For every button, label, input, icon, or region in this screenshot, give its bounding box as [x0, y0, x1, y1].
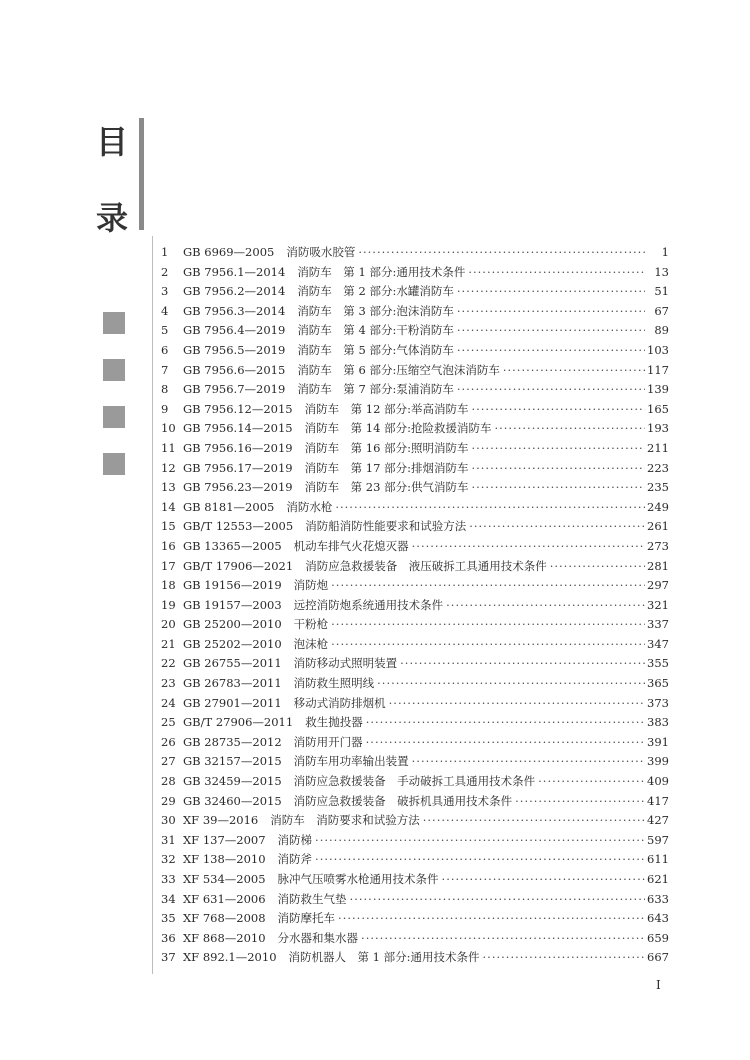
- toc-entry-number: 22: [161, 656, 176, 671]
- toc-entry[interactable]: [161, 636, 669, 656]
- page-number: I: [656, 978, 661, 992]
- toc-entry-number: 5: [161, 323, 169, 338]
- toc-entry[interactable]: [161, 420, 669, 440]
- toc-entry[interactable]: [161, 460, 669, 480]
- toc-entry-leader-dots: [347, 892, 645, 906]
- toc-entry-page: 273: [647, 538, 669, 553]
- toc-entry[interactable]: [161, 303, 669, 323]
- toc-entry-leader-dots: [358, 931, 645, 945]
- toc-entry-title: 消防车 第 23 部分:供气消防车: [304, 480, 469, 495]
- toc-entry-page: 117: [647, 362, 669, 377]
- toc-entry-standard-code: GB 32157—2015: [183, 754, 282, 769]
- toc-entry-title: 消防车 第 3 部分:泡沫消防车: [297, 303, 454, 318]
- decor-square: [103, 406, 125, 428]
- toc-entry-page: 347: [647, 636, 669, 651]
- toc-entry-leader-dots: [409, 754, 645, 768]
- toc-entry-number: 17: [161, 558, 176, 573]
- toc-entry-standard-code: GB 7956.7—2019: [183, 382, 286, 397]
- toc-entry[interactable]: [161, 440, 669, 460]
- toc-entry-leader-dots: [491, 421, 645, 435]
- toc-entry-number: 29: [161, 793, 176, 808]
- toc-entry-page: 365: [647, 676, 669, 691]
- toc-entry-leader-dots: [535, 774, 645, 788]
- toc-entry-page: 193: [647, 421, 669, 436]
- toc-entry[interactable]: [161, 401, 669, 421]
- toc-entry-page: 399: [647, 754, 669, 769]
- toc-entry-page: 409: [647, 774, 669, 789]
- toc-entry-title: 消防车 第 14 部分:抢险救援消防车: [304, 421, 492, 436]
- toc-entry-leader-dots: [454, 343, 645, 357]
- toc-entry-leader-dots: [332, 500, 645, 514]
- toc-entry-leader-dots: [386, 696, 645, 710]
- toc-entry-number: 28: [161, 774, 176, 789]
- toc-entry-title: 消防救生照明线: [293, 676, 375, 691]
- toc-entry-standard-code: GB 32460—2015: [183, 793, 282, 808]
- toc-entry-leader-dots: [420, 813, 645, 827]
- toc-entry-number: 14: [161, 499, 176, 514]
- toc-entry-title: 消防车 第 12 部分:举高消防车: [304, 401, 469, 416]
- toc-entry[interactable]: [161, 773, 669, 793]
- toc-entry-title: 机动车排气火花熄灭器: [293, 538, 409, 553]
- heading-divider-bar: [139, 118, 144, 230]
- toc-entry-title: 救生抛投器: [305, 715, 363, 730]
- toc-entry[interactable]: [161, 577, 669, 597]
- toc-entry-page: 249: [647, 499, 669, 514]
- toc-entry-standard-code: GB 25202—2010: [183, 636, 282, 651]
- toc-entry-page: 417: [647, 793, 669, 808]
- toc-entry-number: 19: [161, 597, 176, 612]
- toc-entry[interactable]: [161, 871, 669, 891]
- toc-entry-leader-dots: [374, 676, 645, 690]
- toc-entry-page: 261: [647, 519, 669, 534]
- toc-entry-title: 消防水枪: [286, 499, 333, 514]
- toc-entry-number: 21: [161, 636, 176, 651]
- toc-entry-page: 281: [647, 558, 669, 573]
- toc-entry[interactable]: [161, 479, 669, 499]
- toc-entry-standard-code: GB 25200—2010: [183, 617, 282, 632]
- toc-entry-standard-code: XF 137—2007: [183, 832, 266, 847]
- toc-entry-title: 消防应急救援装备 破拆机具通用技术条件: [293, 793, 513, 808]
- toc-entry[interactable]: [161, 558, 669, 578]
- toc-entry-standard-code: GB 26783—2011: [183, 676, 282, 691]
- toc-entry-page: 103: [647, 342, 669, 357]
- toc-entry-number: 26: [161, 734, 176, 749]
- toc-entry-number: 6: [161, 342, 169, 357]
- toc-entry-number: 16: [161, 538, 176, 553]
- toc-entry-leader-dots: [335, 911, 645, 925]
- toc-entry-standard-code: GB 19157—2003: [183, 597, 282, 612]
- toc-entry[interactable]: [161, 362, 669, 382]
- toc-entry-page: 165: [647, 401, 669, 416]
- toc-entry-leader-dots: [466, 519, 645, 533]
- toc-entry[interactable]: [161, 812, 669, 832]
- toc-entry-title: 消防炮: [293, 578, 329, 593]
- toc-entry-page: 621: [647, 872, 669, 886]
- toc-entry-standard-code: XF 768—2008: [183, 911, 266, 926]
- toc-entry[interactable]: [161, 891, 669, 911]
- toc-entry-number: 3: [161, 284, 169, 299]
- toc-entry-standard-code: GB 7956.3—2014: [183, 303, 286, 318]
- toc-entry[interactable]: [161, 753, 669, 773]
- toc-entry[interactable]: [161, 832, 669, 852]
- toc-entry-title: 消防车 第 5 部分:气体消防车: [297, 342, 454, 357]
- toc-entry-leader-dots: [465, 265, 645, 279]
- toc-entry-page: 211: [647, 440, 669, 455]
- toc-entry-standard-code: XF 631—2006: [183, 891, 266, 906]
- toc-entry-page: 427: [647, 813, 669, 828]
- toc-entry-number: 30: [161, 813, 176, 828]
- toc-entry-title: 消防应急救援装备 手动破拆工具通用技术条件: [293, 774, 536, 789]
- toc-entry-leader-dots: [363, 715, 645, 729]
- toc-entry-number: 9: [161, 401, 169, 416]
- toc-entry-standard-code: GB 7956.2—2014: [183, 284, 286, 299]
- toc-entry-leader-dots: [409, 539, 645, 553]
- toc-entry-number: 11: [161, 440, 176, 455]
- toc-entry-title: 消防车 第 16 部分:照明消防车: [304, 440, 469, 455]
- toc-entry-page: 611: [647, 852, 669, 867]
- toc-entry-page: 633: [647, 891, 669, 906]
- toc-entry-standard-code: GB 7956.16—2019: [183, 440, 293, 455]
- toc-entry-page: 337: [647, 617, 669, 632]
- toc-entry-number: 31: [161, 832, 176, 847]
- toc-entry-number: 35: [161, 911, 176, 926]
- toc-entry-leader-dots: [500, 363, 645, 377]
- toc-entry-leader-dots: [454, 323, 645, 337]
- toc-entry-page: 139: [647, 382, 669, 397]
- toc-entry-number: 15: [161, 519, 176, 534]
- toc-entry[interactable]: [161, 518, 669, 538]
- toc-entry-page: 391: [647, 734, 669, 749]
- toc-entry[interactable]: [161, 949, 669, 969]
- toc-entry-page: 67: [654, 303, 669, 318]
- toc-entry-title: 远控消防炮系统通用技术条件: [293, 597, 444, 612]
- toc-entry-standard-code: GB 7956.23—2019: [183, 480, 293, 495]
- toc-entry-title: 消防用开门器: [293, 734, 363, 749]
- toc-entry-standard-code: XF 39—2016: [183, 813, 259, 828]
- toc-entry-standard-code: GB 28735—2012: [183, 734, 282, 749]
- toc-entry[interactable]: [161, 499, 669, 519]
- toc-entry[interactable]: [161, 322, 669, 342]
- toc-entry-number: 36: [161, 930, 176, 945]
- toc-entry-standard-code: GB/T 12553—2005: [183, 519, 294, 534]
- toc-entry-title: 消防车 消防要求和试验方法: [270, 813, 420, 828]
- toc-entry-page: 659: [647, 930, 669, 945]
- toc-entry-leader-dots: [312, 833, 645, 847]
- toc-entry-standard-code: XF 892.1—2010: [183, 950, 277, 965]
- toc-entry-title: 消防救生气垫: [277, 891, 347, 906]
- toc-entry-title: 干粉枪: [293, 617, 329, 632]
- toc-entry[interactable]: [161, 616, 669, 636]
- toc-entry-title: 消防车 第 4 部分:干粉消防车: [297, 323, 454, 338]
- toc-entry-number: 10: [161, 421, 176, 436]
- toc-entry-title: 消防船消防性能要求和试验方法: [305, 519, 467, 534]
- toc-entry-standard-code: XF 138—2010: [183, 852, 266, 867]
- toc-entry-title: 移动式消防排烟机: [293, 695, 386, 710]
- decor-square: [103, 312, 125, 334]
- toc-entry-page: 235: [647, 480, 669, 495]
- toc-entry-title: 脉冲气压喷雾水枪通用技术条件: [277, 872, 439, 886]
- toc-entry-number: 37: [161, 950, 176, 965]
- toc-entry-title: 消防吸水胶管: [286, 245, 356, 259]
- toc-entry-number: 32: [161, 852, 176, 867]
- toc-entry-standard-code: GB/T 27906—2011: [183, 715, 294, 730]
- toc-entry-page: 51: [654, 284, 669, 299]
- toc-entry-title: 消防车 第 1 部分:通用技术条件: [297, 264, 466, 279]
- toc-entry-title: 消防摩托车: [277, 911, 336, 926]
- toc-entry-leader-dots: [480, 950, 645, 964]
- toc-entry-standard-code: GB 7956.1—2014: [183, 264, 286, 279]
- toc-entry-page: 643: [647, 911, 669, 926]
- toc-entry-title: 消防移动式照明装置: [293, 656, 398, 671]
- toc-entry-standard-code: GB 6969—2005: [183, 245, 275, 259]
- toc-entry-leader-dots: [439, 872, 645, 886]
- toc-entry-leader-dots: [328, 617, 645, 631]
- toc-entry-page: 89: [654, 323, 669, 338]
- toc-entry-standard-code: GB 26755—2011: [183, 656, 282, 671]
- toc-entry-leader-dots: [454, 284, 645, 298]
- heading-char-mu: 目: [96, 123, 129, 161]
- toc-entry-title: 消防斧: [277, 852, 313, 867]
- toc-entry-page: 667: [647, 950, 669, 965]
- toc-entry-number: 8: [161, 382, 169, 397]
- toc-entry-page: 1: [661, 245, 669, 259]
- toc-entry[interactable]: [161, 381, 669, 401]
- toc-entry-leader-dots: [363, 735, 645, 749]
- toc-entry-title: 消防车 第 2 部分:水罐消防车: [297, 284, 454, 299]
- toc-left-rule: [152, 236, 153, 974]
- toc-entry-title: 消防车 第 17 部分:排烟消防车: [304, 460, 469, 475]
- toc-entry-page: 13: [654, 264, 669, 279]
- toc-entry-standard-code: GB 7956.6—2015: [183, 362, 286, 377]
- toc-entry[interactable]: [161, 264, 669, 284]
- toc-entry[interactable]: [161, 655, 669, 675]
- toc-entry-leader-dots: [468, 402, 645, 416]
- toc-entry[interactable]: [161, 597, 669, 617]
- toc-entry-number: 2: [161, 264, 169, 279]
- toc-entry-number: 20: [161, 617, 176, 632]
- toc-entry[interactable]: [161, 675, 669, 695]
- toc-entry-title: 消防车用功率输出装置: [293, 754, 409, 769]
- toc-entry-title: 泡沫枪: [293, 636, 329, 651]
- toc-entry-number: 27: [161, 754, 176, 769]
- toc-entry-standard-code: GB 13365—2005: [183, 538, 282, 553]
- toc-entry-title: 消防应急救援装备 液压破拆工具通用技术条件: [305, 558, 547, 573]
- toc-entry[interactable]: [161, 910, 669, 930]
- toc-entry-leader-dots: [454, 304, 645, 318]
- toc-entry-number: 1: [161, 245, 169, 259]
- toc-entry-number: 13: [161, 480, 176, 495]
- decor-square: [103, 359, 125, 381]
- toc-entry[interactable]: [161, 851, 669, 871]
- toc-entry-title: 消防机器人 第 1 部分:通用技术条件: [288, 950, 480, 965]
- toc-entry-standard-code: GB 7956.4—2019: [183, 323, 286, 338]
- toc-entry-number: 23: [161, 676, 176, 691]
- toc-entry-number: 7: [161, 362, 169, 377]
- toc-entry-page: 355: [647, 656, 669, 671]
- toc-entry[interactable]: [161, 793, 669, 813]
- toc-entry-standard-code: GB 7956.17—2019: [183, 460, 293, 475]
- toc-entry-number: 4: [161, 303, 169, 318]
- heading-char-lu: 录: [96, 199, 129, 237]
- toc-entry-page: 383: [647, 715, 669, 730]
- toc-entry-number: 33: [161, 872, 176, 886]
- toc-entry[interactable]: [161, 695, 669, 715]
- toc-entry-standard-code: GB 8181—2005: [183, 499, 275, 514]
- toc-entry[interactable]: [161, 283, 669, 303]
- toc-entry-standard-code: GB 32459—2015: [183, 774, 282, 789]
- toc-entry-leader-dots: [397, 656, 645, 670]
- toc-entry-title: 消防车 第 7 部分:泵浦消防车: [297, 382, 454, 397]
- toc-entry-standard-code: GB 7956.12—2015: [183, 401, 293, 416]
- toc-entry-title: 消防车 第 6 部分:压缩空气泡沫消防车: [297, 362, 500, 377]
- toc-entry-number: 12: [161, 460, 176, 475]
- toc-entry-leader-dots: [443, 598, 645, 612]
- toc-entry-page: 373: [647, 695, 669, 710]
- toc-entry-leader-dots: [454, 382, 645, 396]
- toc-entry-standard-code: XF 868—2010: [183, 930, 266, 945]
- toc-entry-number: 34: [161, 891, 176, 906]
- toc-entry-leader-dots: [328, 637, 645, 651]
- toc-entry-title: 分水器和集水器: [277, 930, 359, 945]
- toc-entry-leader-dots: [355, 245, 645, 259]
- toc-entry-page: 297: [647, 578, 669, 593]
- toc-entry-leader-dots: [328, 578, 645, 592]
- toc-entry-leader-dots: [547, 559, 645, 573]
- toc-entry-standard-code: GB 7956.14—2015: [183, 421, 293, 436]
- table-of-contents: [161, 244, 669, 969]
- toc-entry-standard-code: GB 27901—2011: [183, 695, 282, 710]
- toc-entry-page: 597: [647, 832, 669, 847]
- toc-entry-page: 223: [647, 460, 669, 475]
- toc-entry[interactable]: [161, 930, 669, 950]
- decor-square: [103, 453, 125, 475]
- toc-entry-title: 消防梯: [277, 832, 313, 847]
- toc-entry-standard-code: GB/T 17906—2021: [183, 558, 294, 573]
- toc-entry[interactable]: [161, 714, 669, 734]
- toc-entry-leader-dots: [468, 461, 645, 475]
- toc-entry-standard-code: XF 534—2005: [183, 872, 266, 886]
- toc-entry-leader-dots: [468, 480, 645, 494]
- toc-entry[interactable]: [161, 342, 669, 362]
- toc-entry-standard-code: GB 7956.5—2019: [183, 342, 286, 357]
- toc-entry[interactable]: [161, 538, 669, 558]
- toc-entry-page: 321: [647, 597, 669, 612]
- toc-entry[interactable]: [161, 734, 669, 754]
- toc-entry-standard-code: GB 19156—2019: [183, 578, 282, 593]
- toc-entry-number: 25: [161, 715, 176, 730]
- toc-entry-leader-dots: [312, 852, 645, 866]
- toc-entry-number: 24: [161, 695, 176, 710]
- toc-entry-leader-dots: [512, 794, 645, 808]
- toc-entry-leader-dots: [468, 441, 645, 455]
- toc-entry-number: 18: [161, 578, 176, 593]
- toc-entry[interactable]: [161, 244, 669, 264]
